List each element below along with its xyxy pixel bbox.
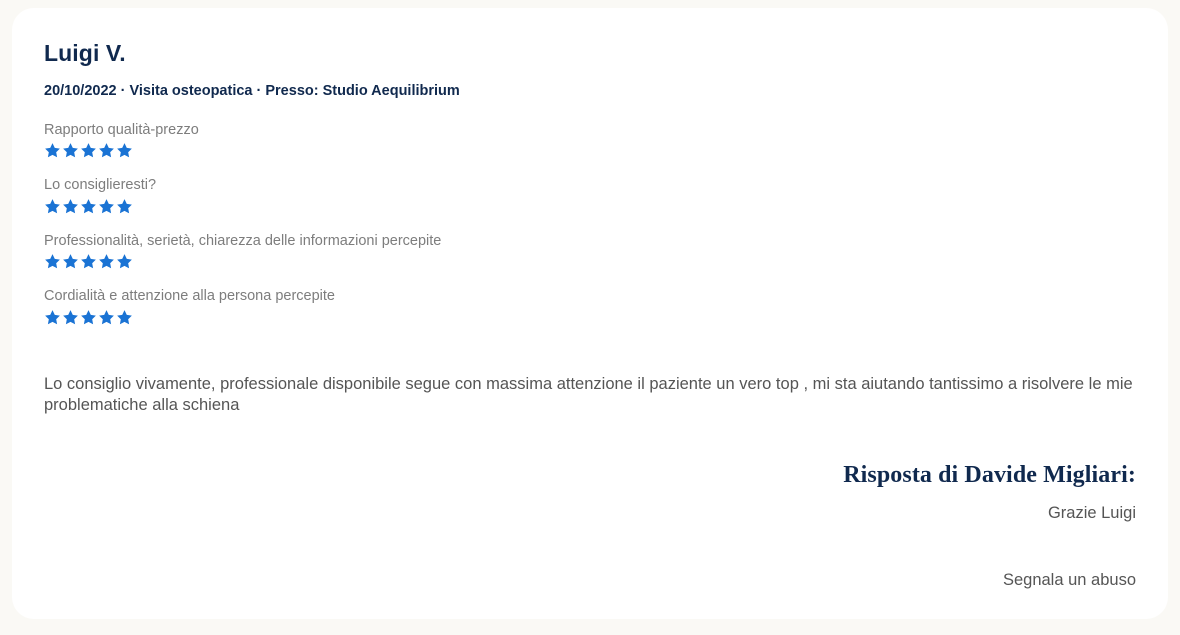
star-icon <box>80 309 97 326</box>
star-icon <box>116 253 133 270</box>
star-icon <box>44 253 61 270</box>
star-icon <box>44 198 61 215</box>
star-icon <box>44 142 61 159</box>
star-icon <box>98 253 115 270</box>
rating-stars <box>44 253 1136 270</box>
rating-label: Cordialità e attenzione alla persona percepite <box>44 288 335 305</box>
reply-text: Grazie Luigi <box>1047 503 1136 522</box>
rating-label: Professionalità, serietà, chiarezza delle informazioni percepite <box>44 232 442 249</box>
review-body-text: Lo consiglio vivamente, professionale disponibile segue con massima attenzione il paziente un vero top , mi sta aiutando tantissimo a risolvere le mie problematiche alla schiena <box>44 374 1133 414</box>
rating-item <box>44 288 1136 325</box>
star-icon <box>98 142 115 159</box>
rating-item <box>44 122 1136 159</box>
star-icon <box>80 253 97 270</box>
ratings-list <box>44 122 1136 326</box>
star-icon <box>62 309 79 326</box>
star-icon <box>62 198 79 215</box>
reviewer-name: Luigi V. <box>44 40 126 66</box>
reply-title: Risposta di Davide Migliari: <box>843 461 1136 488</box>
review-card <box>12 8 1168 619</box>
star-icon <box>62 142 79 159</box>
star-icon <box>62 253 79 270</box>
star-icon <box>98 198 115 215</box>
review-meta: 20/10/2022 · Visita osteopatica · Presso: Studio Aequilibrium <box>44 82 460 99</box>
star-icon <box>116 198 133 215</box>
star-icon <box>80 142 97 159</box>
rating-label: Lo consiglieresti? <box>44 177 157 194</box>
report-row <box>44 571 1136 590</box>
star-icon <box>116 142 133 159</box>
provider-reply <box>44 461 1136 524</box>
rating-stars <box>44 142 1136 159</box>
star-icon <box>116 309 133 326</box>
star-icon <box>98 309 115 326</box>
rating-stars <box>44 309 1136 326</box>
rating-item <box>44 177 1136 214</box>
star-icon <box>80 198 97 215</box>
rating-stars <box>44 198 1136 215</box>
star-icon <box>44 309 61 326</box>
report-abuse-link[interactable]: Segnala un abuso <box>1002 571 1136 590</box>
rating-label: Rapporto qualità-prezzo <box>44 121 199 138</box>
rating-item <box>44 233 1136 270</box>
